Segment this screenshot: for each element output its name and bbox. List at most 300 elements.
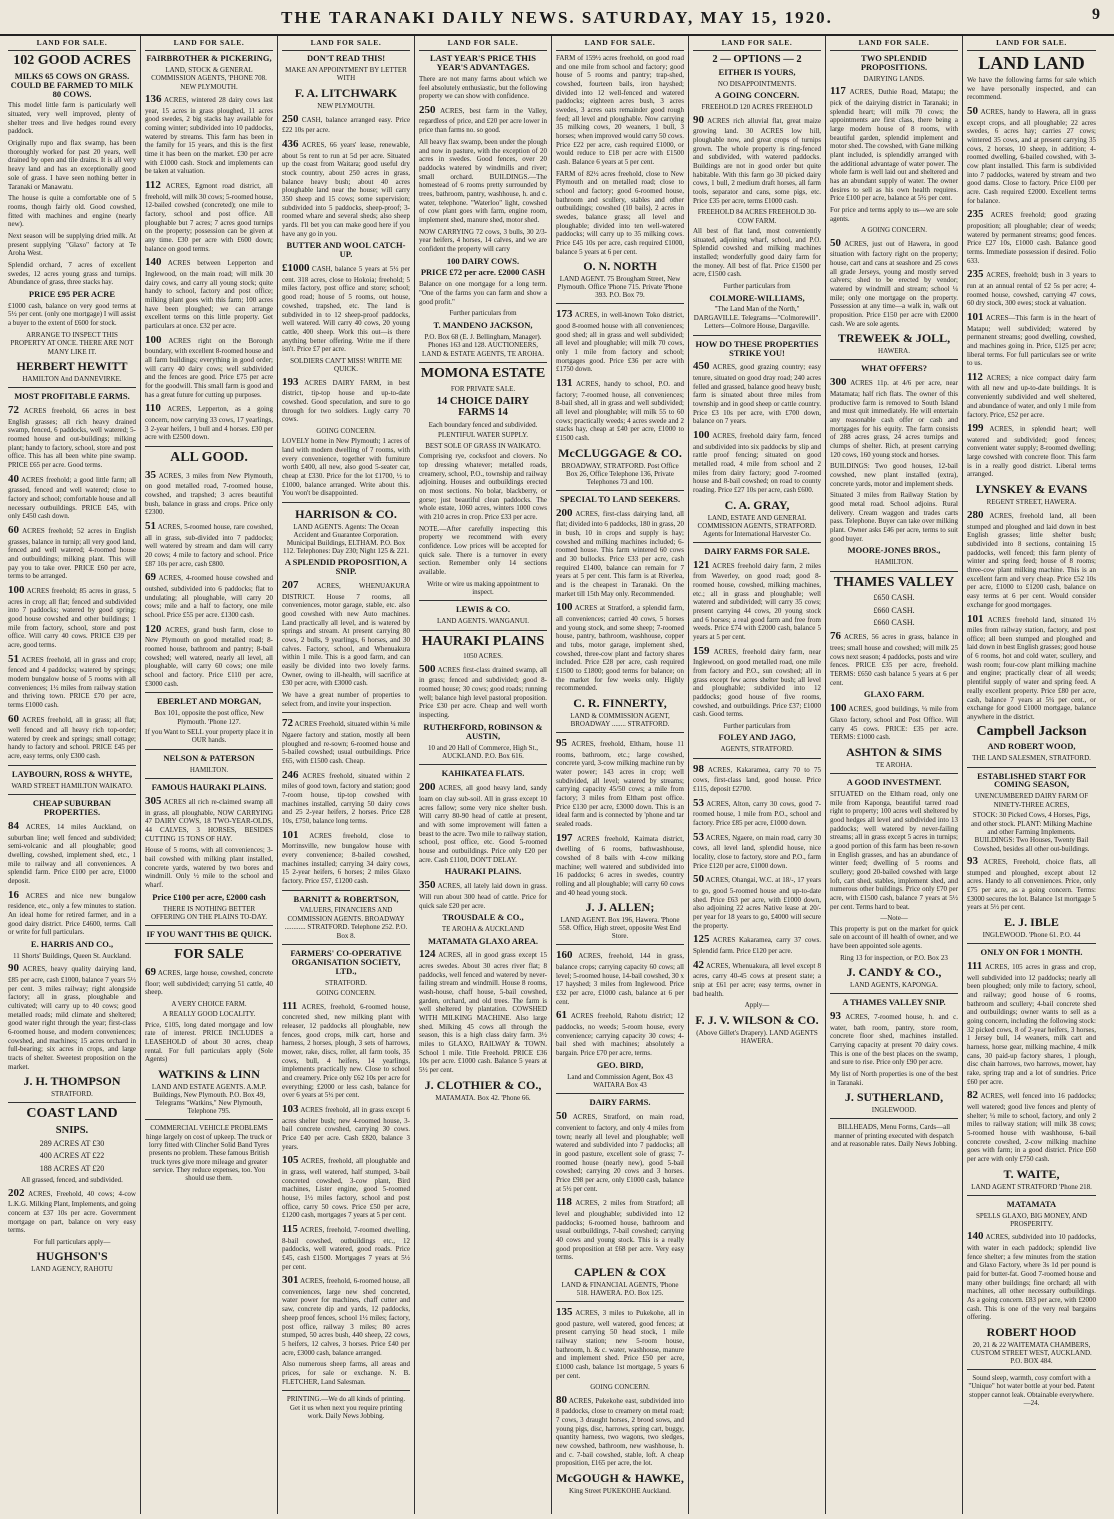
listing-text xyxy=(282,1000,410,1100)
ad-heading: CHEAP SUBURBAN PROPERTIES. xyxy=(32,798,112,818)
listing-acreage: 100 xyxy=(145,333,162,346)
listing-body: Originally rupo and flax swamp, has been thoroughly worked for past 20 years, well drained by open and tile drains. It is all very heavy land and has an exceptionally good sole of grass. I have seen nothing better in Taranaki or Manawatu. xyxy=(8,139,136,191)
column-rule xyxy=(556,490,684,491)
column-header: LAND FOR SALE. xyxy=(693,36,821,51)
listing-text xyxy=(967,311,1096,368)
column-8 xyxy=(963,36,1100,1514)
ad-subline: BEST SOLE OF GRASS IN WAIKATO. xyxy=(425,441,541,450)
listing-text xyxy=(8,653,136,710)
listing-acreage: 101 xyxy=(967,310,984,323)
listing-text xyxy=(830,206,958,223)
listing-text xyxy=(145,334,273,400)
agent-details: LAND AGENT. 75 Brougham Street, New Plymouth. Office 'Phone 715. Private 'Phone 393. P.O. Box 79. xyxy=(557,275,683,300)
agent-details: LAND & FINANCIAL AGENTS, 'Phone 518. HAWERA. P.O. Box 125. xyxy=(561,1280,679,1297)
price-line: 400 ACRES AT £22 xyxy=(39,1151,105,1161)
listing-body: ACRES, Stratford, on main road, convenient to factory, and only 4 miles from town; nearly all level and ploughable; well watered and subdivided into 7 paddocks; all in good pasture, excellent sole of grass; 7-roomed house (nearly new), good 5-bail cowshed; carrying 20 cows and 3 horses. Price £98 per acre, only £1000 cash, balance at 5½ per cent. xyxy=(556,1113,684,1193)
listing-body: ACRES, all in good grass except 15 acres swedes. About 30 acres river flat; 8 paddocks, well fenced and watered by never-failing stream and windmill. House 8 rooms, wash-house, chaff house, 5-bail cowshed, garden, orchard, and old trees. The farm is well sheltered by plantation. COWSHED WITH MILKING MACHINE. Also large shed. Milking 45 cows all through the season, this is a high class dairy farm. 3½ miles to GLAXO, RAILWAY & TOWN. School 1 mile. Title Freehold. PRICE £36 10s per acre. £1000 cash. Balance 5 years at 5½ per cent. xyxy=(419,951,547,1075)
listing-text xyxy=(8,713,136,761)
ad-subline: WARD STREET HAMILTON WAIKATO. xyxy=(11,781,133,790)
listing-text xyxy=(830,462,958,488)
ad-heading: EITHER IS YOURS, xyxy=(718,67,796,78)
ad-subline: A REALLY GOOD LOCALITY. xyxy=(162,1010,256,1019)
listing-body: ACRES, Whenuakura, all level except 8 acres, carry 40-45 cows at present state; a snip at £61 per acre; easy terms, owner in bad health. xyxy=(693,961,821,998)
listing-acreage: 159 xyxy=(693,644,710,657)
listing-body: ACRES, Ohangai, W.C. at 18/-, 17 years to go, good 5-roomed house and up-to-date shed. Price £63 per acre, with £1000 down, also adjoining 22 acres Native lease at 20/- per year for 18 years to go, £4000 will secure the property. xyxy=(693,876,821,930)
column-header: LAND FOR SALE. xyxy=(282,36,410,51)
ad-heading: FARMERS' CO-OPERATIVE ORGANISATION SOCIETY, LTD., xyxy=(290,948,402,976)
listing-body: ACRES freehold, situated within 2 miles of good town, factory and station; good 7-room house, tip-top cowshed with machines installed, carrying 50 dairy cows and 25 2-year heifers, 2 horses. Price £28 10s, £750, balance long terms. xyxy=(282,771,411,825)
column-rule xyxy=(145,692,273,693)
ad-heading: SPECIAL TO LAND SEEKERS. xyxy=(559,493,681,504)
agent-details: LAND, ESTATE AND GENERAL COMMISSION AGENTS, STRATFORD. Agents for International Harvester Co. xyxy=(697,513,817,538)
listing-acreage: 207 xyxy=(282,578,299,591)
column-header: LAND FOR SALE. xyxy=(556,36,684,51)
listing-text xyxy=(967,855,1096,912)
listing-text xyxy=(830,491,958,543)
ad-heading: A GOING CONCERN. xyxy=(714,90,800,101)
ad-subline: SPELLS GLAXO, BIG MONEY, AND PROSPERITY. xyxy=(975,1211,1088,1228)
ad-heading: DAIRY FARMS FOR SALE. xyxy=(704,545,810,556)
listing-body: ACRES Freehold, situated within ¼ mile Ngaere factory and station, mostly all been ploughed and re-sown; 6-roomed house and 5-bailed cowshed; usual outbuildings. Price £65, with £1500 cash. Cheap. xyxy=(282,720,410,765)
listing-body: For price and terms apply to us—we are sole agents. xyxy=(830,205,958,223)
ad-subline: GOING CONCERN. xyxy=(316,989,376,998)
ad-heading: AND ROBERT WOOD, xyxy=(987,741,1076,752)
listing-text xyxy=(145,1021,273,1064)
listing-body: ACRES freehold; 85 acres in grass, 5 acres in crop; all flat; fenced and subdivided into 7 paddocks; watered by good spring; good house cowshed and other buildings; 1 mile from factory, school, store and post office. Will carry 40 cows. PRICE £39 per acre, good terms. xyxy=(8,586,136,649)
listing-body: ACRES between Lepperton and Inglewood, on the main road; will milk 30 dairy cows, and carry all young stock; quite handy to school, factory and post office; milking plant goes with this farm; 100 acres have been ploughed; we can arrange excellent terms on this little property. Get particulars at once. £32 per acre. xyxy=(145,259,273,331)
listing-text xyxy=(830,925,958,951)
listing-body: ACRES freehold; a good little farm; all grassed, fenced and well watered; close to factory and school; comfortable house and all necessary outbuildings. PRICE £45, with only £450 cash down. xyxy=(8,475,136,521)
listing-body: ACRES, freehold land, all been stumped and ploughed and laid down in best English grasses; little shelter bush; subdivided into 8 sections, containing 15 paddocks, well fenced; this farm plenty of winter and spring feed; house of 8 rooms; three-cow plant milking machine. This is an excellent farm and very cheap. Price £52 10s per acre, £1000 to £1200 cash, balance on easy terms at 6 per cent. Would consider exchange for good mortgages. xyxy=(967,512,1096,609)
listing-acreage: 115 xyxy=(282,1222,298,1235)
listing-acreage: 93 xyxy=(967,855,978,868)
agent-details: LAND & COMMISSION AGENT, BROADWAY ........ STRATFORD. xyxy=(570,712,670,729)
listing-text xyxy=(145,966,273,997)
column-rule xyxy=(830,571,958,572)
listing-acreage: 436 xyxy=(282,138,299,150)
listing-body: ACRES and nice new bungalow residence, etc., only a few minutes to station. An ideal home for retired farmer, and in a good dairy district. Price £4600, terms. Call or write for full particulars. xyxy=(8,891,136,937)
listing-body: ACRES; a nice compact dairy farm with all new and up-to-date buildings. It is conveniently subdivided and well sheltered, and abundance of water, and only 1 mile from factory. Price, £52 per acre. xyxy=(967,373,1096,419)
agent-name: J. CANDY & CO., xyxy=(846,965,942,980)
listing-text xyxy=(556,737,684,829)
listing-text xyxy=(145,256,273,330)
column-1 xyxy=(4,36,141,1514)
agent-details: LAND AGENT STRATFORD 'Phone 218. xyxy=(971,1182,1092,1191)
agent-details: HAWERA. xyxy=(878,347,910,356)
agent-name: McGOUGH & HAWKE, xyxy=(556,1470,684,1485)
agent-details: LAND AGENCY, RAHOTU xyxy=(31,1265,113,1274)
listing-acreage: 40 xyxy=(8,472,19,485)
ad-heading: MATAMATA xyxy=(1006,1198,1057,1209)
listing-body: ACRES freehold; good grazing proposition; all ploughable; clear of weeds; watered by permanent streams; good fences. Price £27 10s, £1000 cash. Balance good terms. Immediate possession if desired. Folio 633. xyxy=(967,211,1096,265)
listing-text xyxy=(830,790,958,911)
listing-text xyxy=(8,1187,136,1235)
agent-details: (Above Gillet's Drapery). LAND AGENTS HAWERA. xyxy=(696,1028,818,1045)
listing-body: ACRES, subdivided into 10 paddocks, with water in each paddock; splendid live fence shelter; a few minutes from the station and Glaxo Factory, where 3s 1d per pound is paid for butter-fat. Good 7-roomed house and many other buildings; fine orchard; all with machines, all other necessary outbuildings. As a going concern. £83 per acre, with £2000 cash. This is one of the very real bargains offering. xyxy=(967,1233,1096,1322)
listing-body: All heavy flax swamp, been under the plough and now in pasture, with the exception of 20 acres in swedes. Good fences, over 20 paddocks watered by windmills and river; small orchard. BUILDINGS.—The homestead of 6 rooms pretty surrounded by trees, bathroom, pantry, washhouse, h. and c. water, telephone. "Waterloo" light, cowshed of cow plant goes with farm, engine room, implement shed, manure shed, motor shed. xyxy=(419,137,547,224)
ad-subline: THERE IS NOTHING BETTER OFFERING ON THE PLAINS TO-DAY. xyxy=(150,904,268,922)
ad-heading: HAURAKI PLAINS. xyxy=(444,866,522,877)
listing-body: ACRES, Kakaramea, carry 70 to 75 cows, first-class land, good house. Price £115, deposit £2700. xyxy=(693,765,821,794)
ad-heading: MOST PROFITABLE FARMS. xyxy=(14,391,130,401)
price-line: £650 CASH. xyxy=(873,593,915,603)
listing-body: The house is quite a comfortable one of 5 rooms, though fairly old. Good cowshed, fitted with machines and engine (nearly new). xyxy=(8,194,136,229)
listing-acreage: 16 xyxy=(8,888,19,901)
listing-body: ACRES right on the Borough boundary, with excellent 8-roomed house and all farm buildings; everything in good order; will carry 40 dairy cows; well subdivided and the fences are good. Price £75 per acre for the goodwill. This small farm is good and has a great future for cutting up purposes. xyxy=(145,336,273,399)
listing-body: ACRES, freehold dairy farm, fenced and subdivided into six paddocks by slip and rattle proof fencing; situated on good metalled road, 4 mile from school and 2 miles from dairy factory; good 7-roomed house and 8-bail cowshed; on road to county roading. Price £27 10s per acre, cash £600. xyxy=(693,432,821,495)
listing-text xyxy=(419,948,547,1074)
listing-text xyxy=(8,232,136,258)
ad-subline: NO DISAPPOINTMENTS. xyxy=(717,79,797,88)
ad-heading: 102 GOOD ACRES xyxy=(13,53,131,68)
listing-text xyxy=(556,377,684,443)
listing-acreage: 50 xyxy=(967,104,978,117)
listing-body: ACRES freehold, 66 acres in best English grasses; all rich heavy drained swamp, fenced, 6 paddocks, well watered; 5-roomed house and out-buildings; milking plant; handy to factory, school, store and post office. This has all been white pine swamp. PRICE £65 per acre. Good terms. xyxy=(8,406,136,469)
ad-heading: A SPLENDID PROPOSITION, A SNIP. xyxy=(284,557,408,576)
ad-heading: KAHIKATEA FLATS. xyxy=(441,768,525,779)
listing-body: Balance on one mortgage for a long term. "One of the farms you can farm and show a good profit." xyxy=(419,280,547,306)
listing-text xyxy=(419,663,547,720)
listing-text xyxy=(282,829,410,886)
listing-acreage: 500 xyxy=(419,662,436,675)
ad-subline: Further particulars from xyxy=(723,282,791,291)
agent-name: HUGHSON'S xyxy=(36,1249,108,1264)
ad-subline: 1050 ACRES. xyxy=(463,652,503,661)
ad-subline: HAMILTON. xyxy=(874,558,914,567)
listing-body: ACRES, good buildings, ¼ mile from Glaxo factory, school and Post Office. Will carry 45 cows. PRICE: £35 per acre. TERMS: £1000 cash. xyxy=(830,705,958,742)
classified-columns xyxy=(4,36,1110,1514)
column-rule xyxy=(282,502,410,503)
listing-acreage: 305 xyxy=(145,795,162,808)
ad-heading: FAIRBROTHER & PICKERING, xyxy=(146,53,272,63)
ad-heading: MOMONA ESTATE xyxy=(420,365,546,381)
listing-body: Splendid orchard, 7 acres of excellent swedes, 12 acres young grass and turnips. Abundance of grass, three stacks hay. xyxy=(8,260,136,287)
listing-text xyxy=(419,452,547,521)
ad-subline: Ring 13 for inspection, or P.O. Box 23 xyxy=(840,953,948,962)
column-rule xyxy=(419,764,547,765)
listing-acreage: 82 xyxy=(967,1089,978,1102)
listing-text xyxy=(830,376,958,459)
listing-acreage: 101 xyxy=(282,828,299,841)
agent-details: INGLEWOOD. 'Phone 61. P.O. 44 xyxy=(982,931,1081,940)
listing-acreage: 160 xyxy=(556,949,573,962)
listing-text xyxy=(556,308,684,374)
listing-acreage: 110 xyxy=(145,402,161,415)
column-rule xyxy=(8,1102,136,1103)
listing-acreage: 84 xyxy=(8,819,19,832)
listing-acreage: 301 xyxy=(282,1274,299,1287)
listing-acreage: 35 xyxy=(145,468,156,481)
listing-acreage: 112 xyxy=(967,370,983,383)
listing-body: FARM of 82½ acres freehold, close to New Plymouth and on metalled road; close to school and factory; good 6-roomed house, bathroom and scullery, stables and other outbuildings; cowshed (10 bails), 2 acres in swedes, balance grass; all level and ploughable; divided into ten well-watered paddocks; will carry up to 35 milking cows. Price £45 10s per acre, cash required £1000, balance 5 years at 6 per cent. xyxy=(556,169,684,256)
listing-body: ACRES, freehold, 6-roomed house, concreted shed, new milking plant with releaser, 12 paddocks all ploughable, new fences, good crops, milk cart, horse and harness, 2 horses, plough, 3 sets of harrows, mower, rake, discs, roller, all farm tools, 35 cows, bull, 4 heifers, 14 yearlings, implements practically new. Close to school and creamery. Price only £62 10s per acre for everything; £2000 or less cash, balance for over 6 years at 5½ per cent. xyxy=(282,1002,410,1100)
listing-body: CASH, balance arranged easy. Price £22 10s per acre. xyxy=(282,115,410,135)
listing-text xyxy=(8,261,136,287)
ad-subline: A GOING CONCERN. xyxy=(861,226,927,235)
agent-name: J. J. ALLEN; xyxy=(585,900,655,915)
ad-subline: Land and Commission Agent, Box 43 WAITARA Box 43 xyxy=(567,1072,673,1089)
listing-text xyxy=(419,879,547,910)
listing-body: ACRES at Stratford, a splendid farm, all conveniences; carried 40 cows, 5 horses and young stock, and some sheep; 7-roomed house, pantry, bathroom, washhouse, copper and tubs, motor garage, implement shed, cowshed, three-cow plant and factory shares included. Price £28 per acre, cash required £1500 to £1800; good terms for balance; on the market for few weeks only. Highly recommended. xyxy=(556,604,684,693)
listing-acreage: 98 xyxy=(693,762,704,775)
agent-name: J. CLOTHIER & CO., xyxy=(424,1077,542,1092)
listing-acreage: 200 xyxy=(419,781,436,794)
listing-text xyxy=(693,645,821,719)
ad-heading: Campbell Jackson xyxy=(976,723,1087,739)
listing-body: ACRES, large house, cowshed, concrete floor; well subdivided; carrying 51 cattle, 40 sheep. xyxy=(145,969,273,997)
listing-acreage: 117 xyxy=(830,85,846,98)
listing-text xyxy=(145,179,273,253)
column-rule xyxy=(282,712,410,713)
ad-heading: ALL GOOD. xyxy=(170,450,248,466)
listing-acreage: 53 xyxy=(693,830,704,843)
ad-heading: NELSON & PATERSON xyxy=(163,752,255,763)
ad-heading: ONLY ON FOR 1 MONTH. xyxy=(980,947,1083,958)
ad-subline: "The Land Man of the North," DARGAVILLE. Telegrams—"Colmorewill". Letters—Colmore House, Dargaville. xyxy=(693,305,821,331)
column-rule xyxy=(967,1369,1096,1370)
listing-text xyxy=(282,579,410,688)
ad-subline: COMMERCIAL VEHICLE PROBLEMS hinge largely on cost of upkeep. The truck or lorry fitted with Clincher Solid Band Tyres presents no problem. These famous British truck tyres give more mileage and greater service. They reduce expenses, too. You should use them. xyxy=(146,1124,272,1183)
listing-body: ACRES, 3 miles from New Plymouth, on good metalled road, 7-roomed house, cowshed, and trapshed; 3 acres beautiful bush, balance in grass and crops. Price only £2300. xyxy=(145,471,273,517)
listing-text xyxy=(693,797,821,828)
ad-subline: P.O. Box 68 (E. J. Bellingham, Manager). Phones 163 and 128. AUCTIONEERS, LAND & ESTATE AGENTS, TE AROHA. xyxy=(421,332,544,358)
column-6 xyxy=(689,36,826,1514)
ad-subline: DAIRYING LANDS. xyxy=(863,74,925,83)
listing-acreage: 60 xyxy=(8,523,19,536)
listing-text xyxy=(693,763,821,794)
listing-text xyxy=(282,113,410,135)
ad-heading: RUTHERFORD, ROBINSON & AUSTIN, xyxy=(423,721,543,741)
listing-acreage: 90 xyxy=(8,962,19,975)
listing-text xyxy=(419,104,547,135)
ad-subline: SOLDIERS CAN'T MISS! WRITE ME QUICK. xyxy=(290,356,402,374)
newspaper-title: THE TARANAKI DAILY NEWS. SATURDAY, MAY 15, 1920. xyxy=(281,8,833,27)
listing-body: ACRES freehold, Rahotu district; 12 paddocks, no weeds; 5-room house, every convenience; carrying capacity 30 cows; 4-bail shed with machines; absolutely a bargain. Price £70 per acre, terms. xyxy=(556,1012,684,1057)
listing-text xyxy=(556,1196,684,1262)
listing-text xyxy=(419,228,547,254)
ad-subline: GOING CONCERN. xyxy=(590,1383,650,1392)
listing-body: ACRES DAIRY FARM, in best district, tip-top house and up-to-date cowshed. Good speculation, and sure to go through for two soldiers. Lugly carry 70 cows. xyxy=(282,378,410,424)
listing-body: ACRES, freehold, 7-roomed dwelling, 8-bail cowshed, outbuildings etc., 12 paddocks, well watered, good roads. Price £45, cash £1500. Mortgages 7 years at 5½ per cent. xyxy=(282,1225,410,1271)
listing-body: ACRES, freehold, 6-roomed house, all conveniences, large new shed concreted, water power for machines, chaff cutter and saw, concrete dip and yards, 12 paddocks, sheep proof fences, school 1½ miles; factory, post office, railway 3 miles; 80 acres stumped, 50 acres bush, 440 sheep, 22 cows, 5 heifers, 12 calves, 3 horses. Price £40 per acre, £3000 cash, balance arranged. xyxy=(282,1277,410,1357)
listing-body: ACRES freehold land, situated 1½ miles from railway station, factory, and post office; all been stumped and ploughed and laid down in best English grasses; good house of 6 rooms, hot and cold water, scullery, and wash room; four-cow plant milking machine and engine; practically clear of all weeds; plentiful supply of water and spring feed. A really excellent property. Price £80 per acre, cash, balance 7 years at 5¼ per cent., or exchange for good £1000 mortgage, balance anywhere in the district. xyxy=(967,615,1096,721)
ad-heading: MILKS 65 COWS ON GRASS. COULD BE FARMED TO MILK 80 COWS. xyxy=(10,70,134,99)
listing-body: We have the following farms for sale which we have personally inspected, and can recommend. xyxy=(967,75,1096,102)
column-rule xyxy=(967,943,1096,944)
listing-body: ACRES, 66 years' lease, renewable, about 5s rent to run at 5d per acre. Situated up the coast from Waitara; good useful dry stock country, about 250 acres in grass, balance heavy bush; about 40 acres ploughable land near the house; will carry 350 sheep and 15 cows; some supervision; subdivided into 5 paddocks, sheep-proof; 3-roomed whare and several sheds; also sheep yards. I'll bet you can make good here if you have any go in you. xyxy=(282,141,410,238)
column-rule xyxy=(830,993,958,994)
column-rule xyxy=(967,767,1096,768)
listing-acreage: 53 xyxy=(693,796,704,809)
listing-body: ACRES first-class drained swamp, all in grass; fenced and subdivided; good 8-roomed house; 30 cows; good roads; running well; balance high level pastoral proposition. Price £30 per acre. Cheap and well worth inspecting. xyxy=(419,665,547,720)
listing-body: ACRES, Duthie Road, Matapu; the pick of the dairying district in Taranaki; in splendid heart; will milk 70 cows; the appointments are first class, there being a large modern house of 8 rooms, with beautiful garden, splendid implement and motor shed. The cowshed, with Gane milking plant included, is splendidly arranged with the additional advantage of water power. The whole farm is well laid out and sheltered and has an abundant supply of water. The owner desires to sell as his own health requires. Price £100 per acre, balance at 5½ per cent. xyxy=(830,88,958,203)
listing-text xyxy=(8,820,136,886)
listing-body: ACRES freehold; 52 acres in English grasses, balance in turnip; all very good land, fenced and well watered; 4-roomed house and outbuildings; milking plant. This will pay you to take over. PRICE £60 per acre, terms to be arranged. xyxy=(8,526,136,581)
page-number: 9 xyxy=(1092,6,1100,23)
agent-name: HARRISON & CO. xyxy=(295,507,397,522)
listing-acreage: 100 xyxy=(830,702,847,715)
listing-body: All best of flat land, most conveniently situated, adjoining wharf, school, and P.O. Splendid cowshed and milking machines installed; wonderfully good dairy farm for the money. All best of flat. Price £1500 per acre, £1500 cash. xyxy=(693,227,821,279)
ad-subline: 10 and 20 Hall of Commerce, High St., AUCKLAND. P.O. Box 616. xyxy=(427,743,539,760)
listing-text xyxy=(967,509,1096,609)
listing-text xyxy=(693,114,821,206)
listing-text xyxy=(8,962,136,1071)
listing-text xyxy=(967,1230,1096,1322)
ad-subline: TE AROHA & AUCKLAND xyxy=(441,925,525,934)
listing-body: ACRES freehold, Kaimata district, dwelling of 6 rooms, bathwashhouse, cowshed of 8 bails with 4-cow milking machine; well watered and subdivided into 16 paddocks; 6 acres in swedes, country rolling and all ploughable; will carry 60 cows and 40 head young stock. xyxy=(556,834,684,897)
ad-subline: BILLHEADS, Menu Forms, Cards—all manner of printing executed with despatch and at reasonable rates. Daily News Jobbing. xyxy=(831,1123,957,1149)
agent-name: F. A. LITCHWARK xyxy=(294,85,398,100)
agent-details: NEW PLYMOUTH. xyxy=(317,101,375,110)
ad-subline: VALUERS, FINANCIERS AND COMMISSION AGENTS. BROADWAY ............ STRATFORD. Telephone 252. P.O. Box 8. xyxy=(284,906,408,940)
agent-details: LAND AGENTS, KAPONGA. xyxy=(850,981,938,990)
ad-heading: A GOOD INVESTMENT. xyxy=(846,777,942,788)
listing-text xyxy=(556,949,684,1006)
agent-name: J. H. THOMPSON xyxy=(23,1074,121,1089)
listing-acreage: 118 xyxy=(556,1196,572,1209)
listing-acreage: 103 xyxy=(282,1102,299,1115)
listing-body: ACRES, freehold, Eltham, house 11 rooms, bathroom, etc.; large cowshed, concrete yard, 3-cow milking machine run by water power; 143 acres in crop; well subdivided, all level; watered by streams; carrying capacity 45/50 cows; a mile from factory; 3 miles from Eltham post office. Price £130 per acre, £3000 down. This is an ideal farm and is connected by 'phone and tar sealed roads. xyxy=(556,740,685,829)
listing-text xyxy=(693,559,821,642)
listing-body: ACRES, 4-roomed house cowshed and outshed, subdivided into 6 paddocks; flat to undulating; all ploughable, will carry 20 cows; mile and a half to factory, one mile school. Price £55 per acre. £1300 cash. xyxy=(145,574,273,619)
column-rule xyxy=(556,1301,684,1302)
listing-body: ACRES, all lately laid down in grass. Will run about 300 head of cattle. Price for quick sale £20 per acre. xyxy=(419,882,547,910)
column-rule xyxy=(830,1118,958,1119)
ad-subline: MAKE AN APPOINTMENT BY LETTER WITH xyxy=(285,65,407,83)
ad-heading: BUTTER AND WOOL CATCH-UP. xyxy=(286,240,406,260)
listing-acreage: 72 xyxy=(282,717,293,730)
column-header: LAND FOR SALE. xyxy=(830,36,958,51)
column-2 xyxy=(141,36,278,1514)
listing-text xyxy=(8,101,136,136)
listing-body: ACRES, in splendid heart; well watered and subdivided; good fences; convenient water supply; 8-roomed dwelling; large cowshed with concrete floor. This farm is in a really good district. Liberal terms arranged. xyxy=(967,425,1096,479)
listing-acreage: 199 xyxy=(967,422,984,435)
listing-acreage: 300 xyxy=(830,376,847,389)
listing-acreage: 250 xyxy=(282,112,299,125)
listing-acreage: 105 xyxy=(282,1154,299,1167)
listing-acreage: 69 xyxy=(145,966,156,979)
newspaper-masthead xyxy=(0,0,1114,36)
column-rule xyxy=(8,794,136,795)
ad-heading: HOW DO THESE PROPERTIES STRIKE YOU! xyxy=(695,338,819,358)
listing-text xyxy=(967,613,1096,722)
ad-heading: LAYBOURN, ROSS & WHYTE, xyxy=(11,768,133,779)
listing-acreage: 124 xyxy=(419,948,436,961)
listing-acreage: 235 xyxy=(967,268,984,281)
listing-body: ACRES, all good heavy land, sandy loam on clay sub-soil. All in grass except 10 acres fallow; some very nice shelter bush. Will carry 80-90 head of cattle at present, and with some improvement will fatten a beast to the acre. Two mile to railway station, school, post office, etc. Good 5-roomed house and outbuildings. Price only £20 per acre. Cash £1100, DON'T DELAY. xyxy=(419,784,547,864)
listing-acreage: 136 xyxy=(145,93,162,106)
column-header: LAND FOR SALE. xyxy=(145,36,273,51)
listing-text xyxy=(556,601,684,693)
listing-text xyxy=(693,933,821,955)
ad-heading: T. MANDENO JACKSON, xyxy=(433,319,533,330)
ad-heading: THAMES VALLEY xyxy=(833,574,955,590)
listing-text xyxy=(830,1010,958,1067)
listing-body: Next season will be supplying dried milk. At present supplying "Glaxo" factory at Te Aroha West. xyxy=(8,231,136,258)
column-rule xyxy=(145,778,273,779)
ad-heading: LAST YEAR'S PRICE THIS YEAR'S ADVANTAGES. xyxy=(430,53,536,72)
listing-body: ACRES, 2 miles from Stratford; all level and ploughable; subdivided into 12 paddocks; 6-roomed house, bathroom and usual outbuildings, 7-bail cowshed; carrying 40 cows and young stock. This is a really good proposition at £68 per acre. Very easy terms. xyxy=(556,1199,684,1262)
listing-acreage: 197 xyxy=(556,831,573,844)
listing-acreage: 235 xyxy=(967,208,984,221)
listing-text xyxy=(419,781,547,864)
listing-acreage: 135 xyxy=(556,1305,573,1318)
ad-subline: STRATFORD. xyxy=(325,978,367,987)
listing-acreage: 100 xyxy=(693,429,710,442)
listing-text xyxy=(8,404,136,470)
ad-heading: DON'T READ THIS! xyxy=(306,53,386,63)
listing-body: Situated 3 miles from Railway Station by good metal road. School adjoins. Rural delivery. Cream waggon and trades carts pass. Telephone. Buyer can take over milking plant. Owner asks £46 per acre, terms to suit good buyer. xyxy=(830,491,958,543)
ad-subline: Further particulars from xyxy=(449,309,517,318)
column-rule xyxy=(419,362,547,363)
listing-text xyxy=(282,769,410,826)
column-rule xyxy=(282,944,410,945)
listing-body: ACRES freehold dairy farm, 2 miles from Waverley, on good road; good 8-roomed house, cowshed, milking machines, etc.; all in grass and ploughable; well watered and subdivided; will carry 35 cows; present carrying 44 cows, 20 young stock and 6 horses; a real good farm and free from weeds. Price £74 with £2000 cash, balance 5 years at 5 per cent. xyxy=(693,561,821,642)
listing-body: ACRES, first-class dairying land, all flat; divided into 6 paddocks, 180 in grass, 20 in bush, 10 in crops and supply is hay; cowshed and milking machines included; 6-roomed house. This farm wintered 60 cows and 30 bullocks. Price £33 per acre, cash required £1400, balance can remain for 7 years at 5 per cent. This farm is at Riverlea, and is the cheapest in Taranaki. On the market till 15th May only. Recommended. xyxy=(556,509,684,598)
ad-subline: FREEHOLD 120 ACRES FREEHOLD xyxy=(701,103,813,112)
agent-name: WATKINS & LINN xyxy=(158,1067,260,1082)
agent-details: LAND AGENT. Box 196, Hawera. 'Phone 558. Office, High street, opposite West End Store. xyxy=(559,916,681,941)
ad-subline: AGENTS, STRATFORD. xyxy=(720,745,794,754)
listing-acreage: 50 xyxy=(556,1110,567,1123)
listing-body: This model little farm is particularly well situated, very well improved, plenty of shelter trees and live hedges round every paddock. xyxy=(8,101,136,136)
agent-name: O. N. NORTH xyxy=(583,259,657,274)
listing-body: ACRES freehold, all in grass and crop; fenced and 4 paddocks; watered by springs; modern bungalow house of 5 rooms with all conveniences; 1½ miles from railway station and thriving town. PRICE £70 per acre, terms £1000 cash. xyxy=(8,655,136,709)
column-rule xyxy=(830,359,958,360)
listing-acreage: 69 xyxy=(145,571,156,584)
listing-acreage: 200 xyxy=(556,506,573,519)
listing-text xyxy=(145,571,273,619)
agent-name: C. R. FINNERTY, xyxy=(573,696,667,711)
listing-body: ACRES, 3 miles to Pukekohe, all in good pasture, well watered, good fences; at present carrying 50 head stock, 1 mile railway station; new 5-room house, bathroom, h. & c. water, washhouse, manure and implement shed. Price £50 per acre, £1000 cash, balance 1st mortgage, 5 years 6 per cent. xyxy=(556,1308,684,1380)
listing-text xyxy=(282,691,410,708)
ad-subline: Each boundary fenced and subdivided. xyxy=(428,421,538,430)
listing-acreage: 250 xyxy=(419,103,436,116)
listing-acreage: 140 xyxy=(145,256,162,269)
agent-name: TREWEEK & JOLL, xyxy=(837,331,951,346)
ad-heading: PRICE £95 PER ACRE xyxy=(28,288,116,299)
column-rule xyxy=(282,1390,410,1391)
ad-heading: COLMORE-WILLIAMS, xyxy=(709,292,805,303)
listing-body: ACRES, handy to Hawera, all in grass except crops, and all ploughable; 22 acres swedes, 6 acres hay; carries 27 cows; wintered 35 cows, and at present carrying 35 cows, 2 horses, 10 sheep, in addition; 4-roomed dwelling, 6-bailed cowshed, with 3-cow plant installed. This farm is subdivided into 7 paddocks, watered by stream and two good dams. Close to factory. Price £100 per acre. Cash required £2000. Excellent terms for balance. xyxy=(967,107,1096,205)
listing-body: ACRES, Freehold, choice flats, all stumped and ploughed, except about 12 acres. Handy to all conveniences. Price, only £75 per acre, as a going concern. Terms: £3000 secures the lot. Balance 1st mortgage 5 years at 5½ per cent. xyxy=(967,858,1096,912)
listing-acreage: £1000 xyxy=(282,262,310,275)
ad-subline: Sound sleep, warmth, cosy comfort with a "Unique" hot water bottle at your bed. Patent stopper cannot leak. Obtainable everywhere.—24. xyxy=(968,1374,1095,1408)
ad-heading: COAST LAND xyxy=(26,1106,118,1122)
ad-subline: FREEHOLD 84 ACRES FREEHOLD 30-COW FARM. xyxy=(697,208,817,225)
ad-subline: STOCK: 30 Picked Cows, 4 Horses, Pigs, and other stock. PLANT: Milking Machine and other Farming Implements. BUILDINGS: Two Houses, Twenty Bail Cowshed, besides all other out-buildings. xyxy=(971,811,1092,853)
price-line: 188 ACRES AT £20 xyxy=(39,1163,105,1173)
listing-body: There are not many farms about which we feel absolutely enthusiastic, but the following property we can show with confidence. xyxy=(419,74,547,101)
listing-acreage: 202 xyxy=(8,1186,25,1199)
listing-text xyxy=(8,889,136,937)
listing-body: ACRES freehold, all in grass except 6 acres shelter bush; new 4-roomed house, 3-bail concrete cowshed, carrying 30 cows. Price £40 per acre. Cash £820, balance 3 years. xyxy=(282,1105,410,1151)
column-rule xyxy=(967,1195,1096,1196)
listing-acreage: 51 xyxy=(8,652,19,665)
agent-details: BROADWAY, STRATFORD. Post Office Box 26, Office Telephone 136, Private Telephones 73 and 100. xyxy=(561,461,679,486)
agent-details: MATAMATA. Box 42. 'Phone 66. xyxy=(435,1093,531,1102)
column-rule xyxy=(556,1093,684,1094)
ad-heading: HAURAKI PLAINS xyxy=(421,633,545,649)
agent-name: F. J. V. WILSON & CO. xyxy=(695,1012,819,1027)
listing-body: House of 5 rooms, with all conveniences; 3-bail cowshed with milking plant installed, concrete yards, watered by two bores and windmill. Only ½ mile to the school and wharf. xyxy=(145,846,273,890)
ad-subline: Apply— xyxy=(744,1001,770,1010)
listing-text xyxy=(419,75,547,101)
listing-text xyxy=(967,1089,1096,1163)
listing-text xyxy=(830,85,958,203)
ad-subline: UNENCUMBERED DAIRY FARM OF NINETY-THREE ACRES, xyxy=(974,792,1089,809)
listing-body: ACRES—This farm is in the heart of Matapu; well subdivided; watered by permanent streams; good dwelling, cowshed, and machines going in. Price, £125 per acre; liberal terms. For full particulars see or write to us. xyxy=(967,313,1096,368)
